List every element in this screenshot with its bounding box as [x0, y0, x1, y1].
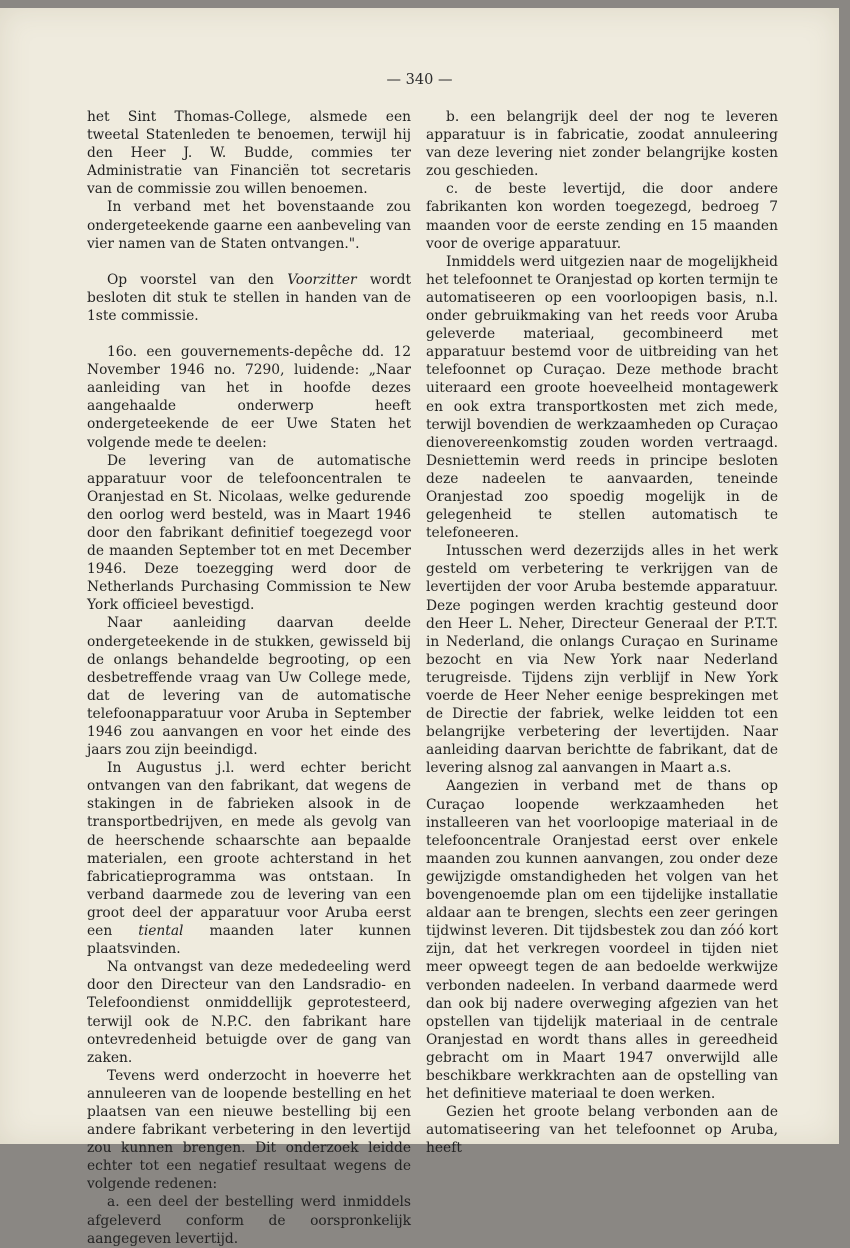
paragraph: b. een belangrijk deel der nog te leveren apparatuur is in fabricatie, zoodat annuleering van deze levering niet zonder belangrijke kosten zou geschieden. [426, 109, 778, 180]
paragraph: De levering van de automatische apparatuur voor de telefooncentralen te Oranjestad en St. Nicolaas, welke gedurende den oorlog werd besteld, was in Maart 1946 door den fabrikant definitief toegezegd voor de maanden September tot en met December 1946. Deze toezegging werd door de Netherlands Purchasing Commission te New York officieel bevestigd. [87, 452, 411, 614]
paragraph: het Sint Thomas-College, alsmede een tweetal Statenleden te benoemen, terwijl hij den Heer J. W. Budde, commies ter Administratie van Financiën tot secretaris van de commissie zou willen benoemen. [87, 109, 411, 198]
paragraph: Intusschen werd dezerzijds alles in het werk gesteld om verbetering te verkrijgen van de levertijden der voor Aruba bestemde apparatuur. Deze pogingen werden krachtig gesteund door den Heer L. Neher, Directeur Generaal der P.T.T. in Nederland, die onlangs Curaçao en Suriname bezocht en via New York naar Nederland terugreisde. Tijdens zijn verblijf in New York voerde de Heer Neher eenige besprekingen met de Directie der fabriek, welke leidden tot een belangrijke verbetering der levertijden. Naar aanleiding daarvan berichtte de fabrikant, dat de levering alsnog zal aanvangen in Maart a.s. [426, 543, 778, 777]
paragraph: 16o. een gouvernements-depêche dd. 12 November 1946 no. 7290, luidende: „Naar aanleiding van het in hoofde dezes aangehaalde onderwerp heeft ondergeteekende de eer Uwe Staten het volgende mede te deelen: [87, 344, 411, 451]
paragraph: Aangezien in verband met de thans op Curaçao loopende werkzaamheden het installeeren van het voorloopige materiaal in de telefooncentrale Oranjestad eerst over enkele maanden zou kunnen aanvangen, zou onder deze gewijzigde omstandigheden het volgen van het bovengenoemde plan om een tijdelijke installatie aldaar aan te brengen, slechts een zeer geringen tijdwinst leveren. Dit tijdsbestek zou dan zóó kort zijn, dat het verkregen voordeel in tijden niet meer opweegt tegen de aan bedoelde werkwijze verbonden nadeelen. In verband daarmede werd dan ook bij nadere overweging afgezien van het opstellen van tijdelijk materiaal in de centrale Oranjestad en wordt thans alles in gereedheid gebracht om in Maart 1947 onverwijld alle beschikbare werkkrachten aan de opstelling van het definitieve materiaal te doen werken. [426, 778, 778, 1103]
paragraph: Gezien het groote belang verbonden aan de automatiseering van het telefoonnet op Aruba, heeft [426, 1104, 778, 1157]
page-number: — 340 — [386, 72, 453, 88]
paragraph: c. de beste levertijd, die door andere fabrikanten kon worden toegezegd, bedroeg 7 maanden voor de eerste zending en 15 maanden voor de overige apparatuur. [426, 181, 778, 252]
paragraph: In verband met het bovenstaande zou ondergeteekende gaarne een aanbeveling van vier namen van de Staten ontvangen.". [87, 199, 411, 252]
left-column [87, 108, 411, 1248]
paragraph: a. een deel der bestelling werd inmiddels afgeleverd conform de oorspronkelijk aangegeven levertijd. [87, 1194, 411, 1247]
right-column [426, 108, 778, 1157]
document-page [0, 8, 839, 1247]
emphasis-voorzitter: Voorzitter [287, 271, 357, 288]
paragraph: Tevens werd onderzocht in hoeverre het annuleeren van de loopende bestelling en het plaatsen van een nieuwe bestelling bij een andere fabrikant verbetering in den levertijd zou kunnen brengen. Dit onderzoek leidde echter tot een negatief resultaat wegens de volgende redenen: [87, 1067, 411, 1193]
paragraph: Na ontvangst van deze mededeeling werd door den Directeur van den Landsradio- en Telefoondienst onmiddellijk geprotesteerd, terwijl ook de N.P.C. den fabrikant hare ontevredenheid betuigde over de gang van zaken. [87, 959, 411, 1066]
paragraph: Naar aanleiding daarvan deelde ondergeteekende in de stukken, gewisseld bij de onlangs behandelde begrooting, op een desbetreffende vraag van Uw College mede, dat de levering van de automatische telefoonapparatuur voor Aruba in September 1946 zou aanvangen en voor het einde des jaars zou zijn beeindigd. [87, 615, 411, 759]
paragraph: In Augustus j.l. werd echter bericht ontvangen van den fabrikant, dat wegens de stakingen in de fabrieken alsook in de transportbedrijven, en mede als gevolg van de heerschende schaarschte aan bepaalde materialen, een groote achterstand in het fabricatieprogramma was ontstaan. In verband daarmede zou de levering van een groot deel der apparatuur voor Aruba eerst een tiental maanden later kunnen plaatsvinden. [87, 760, 411, 958]
emphasis-tiental: tiental [138, 923, 184, 940]
paragraph: Op voorstel van den Voorzitter wordt besloten dit stuk te stellen in handen van de 1ste commissie. [87, 271, 411, 324]
paragraph: Inmiddels werd uitgezien naar de mogelijkheid het telefoonnet te Oranjestad op korten termijn te automatiseeren op een voorloopigen basis, n.l. onder gebruikmaking van het reeds voor Aruba geleverde materiaal, gecombineerd met apparatuur bestemd voor de uitbreiding van het telefoonnet op Curaçao. Deze methode bracht uiteraard een groote hoeveelheid montagewerk en ook extra transportkosten met zich mede, terwijl bovendien de werkzaamheden op Curaçao dienovereenkomstig zouden worden vertraagd. Desniettemin werd reeds in principe besloten deze nadeelen te aanvaarden, teneinde Oranjestad zoo spoedig mogelijk in de gelegenheid te stellen automatisch te telefoneeren. [426, 253, 778, 542]
